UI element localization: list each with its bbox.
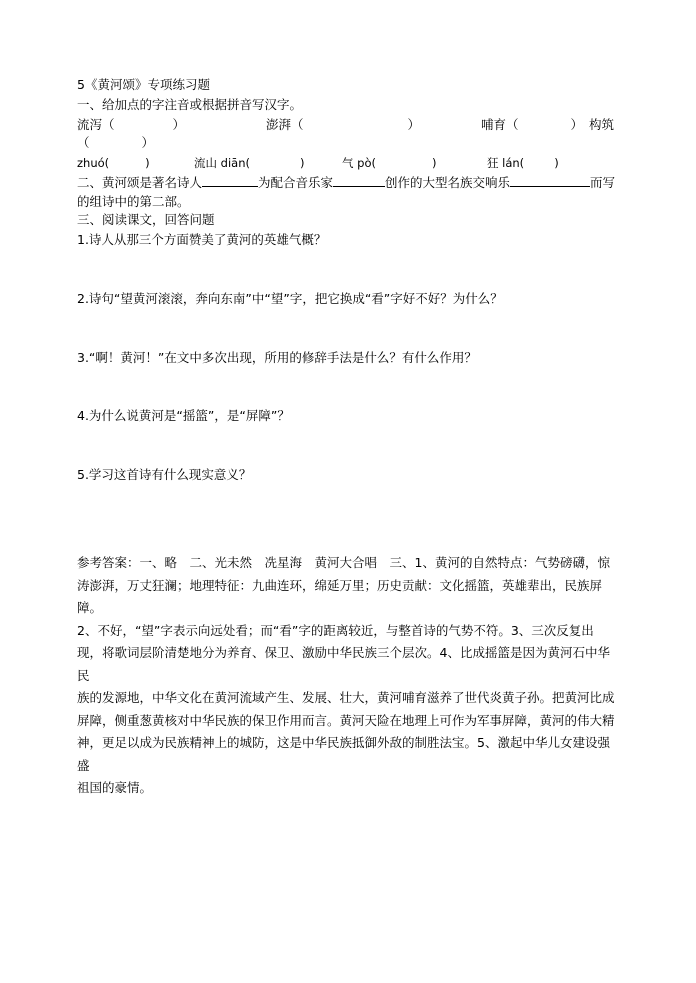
- question-5: 5.学习这首诗有什么现实意义？: [77, 467, 252, 482]
- answer-line: 现，将歌词层阶清楚地分为养育、保卫、激励中华民族三个层次。4、比成摇篮是因为黄河石中华民: [77, 645, 610, 683]
- question-4: 4.为什么说黄河是“摇篮”，是“屏障”？: [77, 408, 290, 423]
- question-3: 3.“啊！黄河！”在文中多次出现，所用的修辞手法是什么？有什么作用？: [77, 350, 477, 365]
- hanzi-item-1: zhuó( ): [77, 156, 150, 170]
- section3-heading: 三、阅读课文，回答问题: [77, 212, 215, 227]
- answer-line: 参考答案：一、略 二、光未然 冼星海 黄河大合唱 三、1、黄河的自然特点：气势磅礴，惊: [77, 555, 610, 570]
- section1-heading: 一、给加点的字注音或根据拼音写汉字。: [77, 97, 303, 112]
- hanzi-item-2: 流山 diān( ): [194, 156, 305, 170]
- question-2: 2.诗句“望黄河滚滚，奔向东南”中“望”字，把它换成“看”字好不好？为什么？: [77, 291, 503, 306]
- document-title: 5《黄河颂》专项练习题: [77, 77, 210, 92]
- pinyin-item-1: 流泻（ ）: [77, 117, 186, 132]
- section2-line1: 二、黄河颂是著名诗人 为配合音乐家 创作的大型名族交响乐 而写: [77, 175, 616, 190]
- answer-line: 屏障，侧重葱黄核对中华民族的保卫作用而言。黄河天险在地理上可作为军事屏障，黄河的伟大精: [77, 712, 615, 728]
- pinyin-item-3: 哺育（ ）: [481, 117, 584, 132]
- blank-poet: [202, 173, 258, 187]
- pinyin-item-4-blank: （ ）: [77, 135, 155, 150]
- answer-line: 祖国的豪情。: [77, 780, 153, 795]
- blank-composer: [333, 173, 385, 187]
- answer-key: [77, 552, 622, 800]
- blank-symphony: [510, 173, 590, 187]
- answer-line: 族的发源地，中华文化在黄河流域产生、发展、壮大，黄河哺育滋养了世代炎黄子孙。把黄河比成: [77, 690, 615, 705]
- hanzi-item-4: 狂 lán( ): [487, 156, 559, 170]
- section2-line2: 的组诗中的第二部。: [77, 194, 190, 209]
- pinyin-item-4: 构筑: [589, 117, 615, 132]
- hanzi-item-3: 气 pò( ): [342, 156, 437, 170]
- answer-line: 2、不好，“望”字表示向远处看；而“看”字的距离较近，与整首诗的气势不符。3、三次反复出: [77, 622, 594, 638]
- pinyin-item-2: 澎湃（ ）: [266, 117, 421, 132]
- question-1: 1.诗人从那三个方面赞美了黄河的英雄气概？: [77, 232, 327, 247]
- answer-line: 涛澎湃，万丈狂澜；地理特征：九曲连环，绵延万里；历史贡献：文化摇篮，英雄辈出，民族屏障。: [77, 577, 603, 615]
- answer-line: 神，更足以成为民族精神上的城防，这是中华民族抵御外敌的制胜法宝。5、激起中华儿女建设强盛: [77, 735, 610, 773]
